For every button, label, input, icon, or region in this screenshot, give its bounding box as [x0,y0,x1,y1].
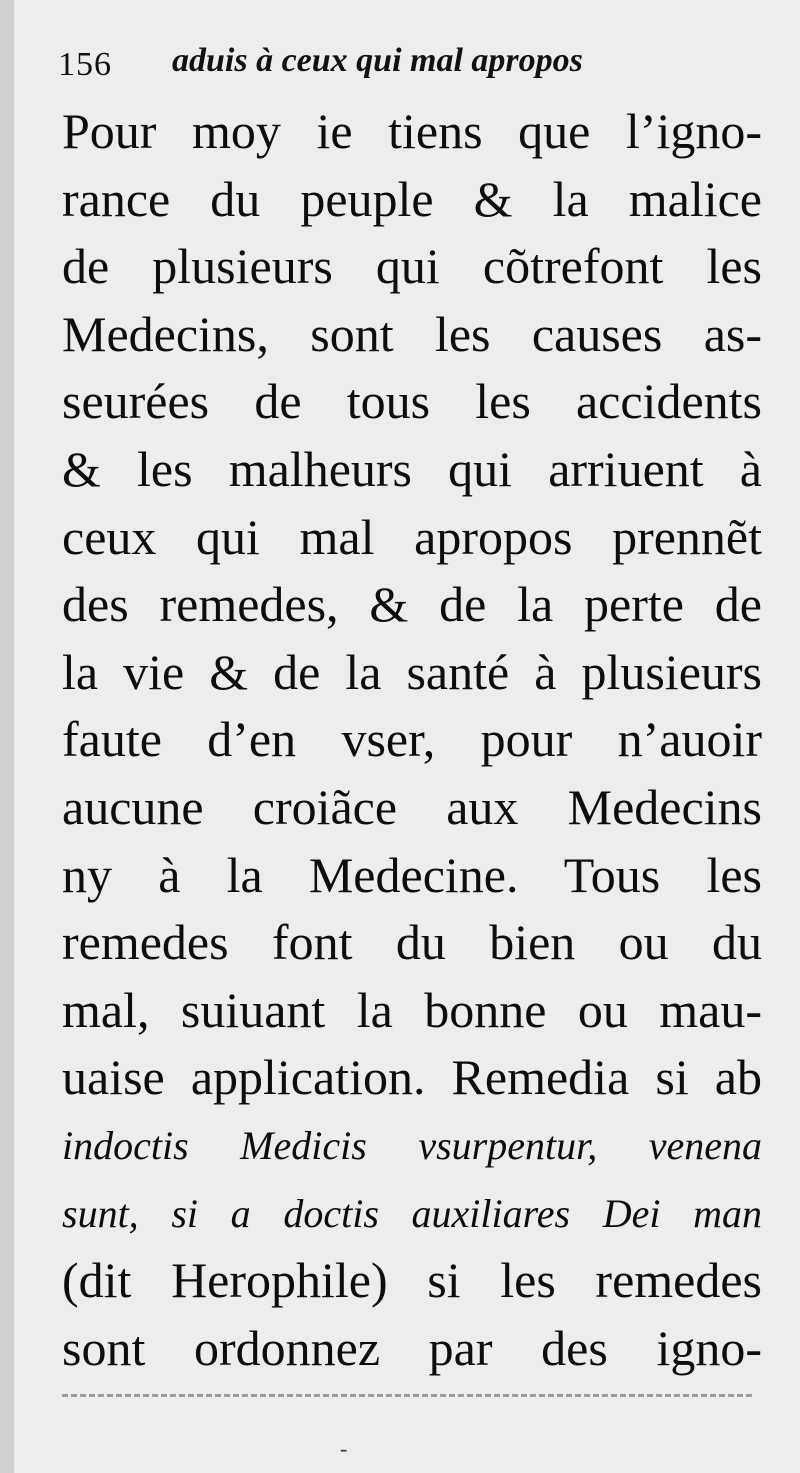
text-line-latin: indoctis Medicis vsurpentur, venena [62,1122,762,1168]
text-line-latin: sunt, si a doctis auxiliares Dei man [62,1190,762,1236]
text-line: remedes font du bien ou du [62,914,762,971]
body-text [62,98,762,1382]
text-line: seurées de tous les accidents [62,373,762,430]
text-line: la vie & de la santé à plusieurs [62,643,762,700]
text-line: uaise application. Remedia si ab [62,1049,762,1106]
text-line: Medecins, sont les causes as- [62,305,762,362]
text-line: Pour moy ie tiens que l’igno- [62,103,762,159]
page-number: 156 [58,46,112,83]
text-line: faute d’en vser, pour n’auoir [62,711,762,768]
text-line: rance du peuple & la malice [62,170,762,227]
running-head: aduis à ceux qui mal apropos [172,42,583,79]
page-header [58,36,758,92]
page-edge [0,0,14,1473]
text-line: de plusieurs qui cõtrefont les [62,238,762,295]
text-line: (dit Herophile) si les remedes [62,1252,762,1309]
text-line: mal, suiuant la bonne ou mau- [62,981,762,1038]
text-line: ceux qui mal apropos prennẽt [62,508,762,565]
text-line: des remedes, & de la perte de [62,576,762,633]
bottom-rule [62,1394,752,1397]
text-line: aucune croiãce aux Medecins [62,778,762,835]
text-line: sont ordonnez par des igno- [62,1319,762,1376]
text-line: ny à la Medecine. Tous les [62,846,762,903]
text-line: & les malheurs qui arriuent à [62,440,762,497]
signature-mark: - [340,1436,348,1461]
